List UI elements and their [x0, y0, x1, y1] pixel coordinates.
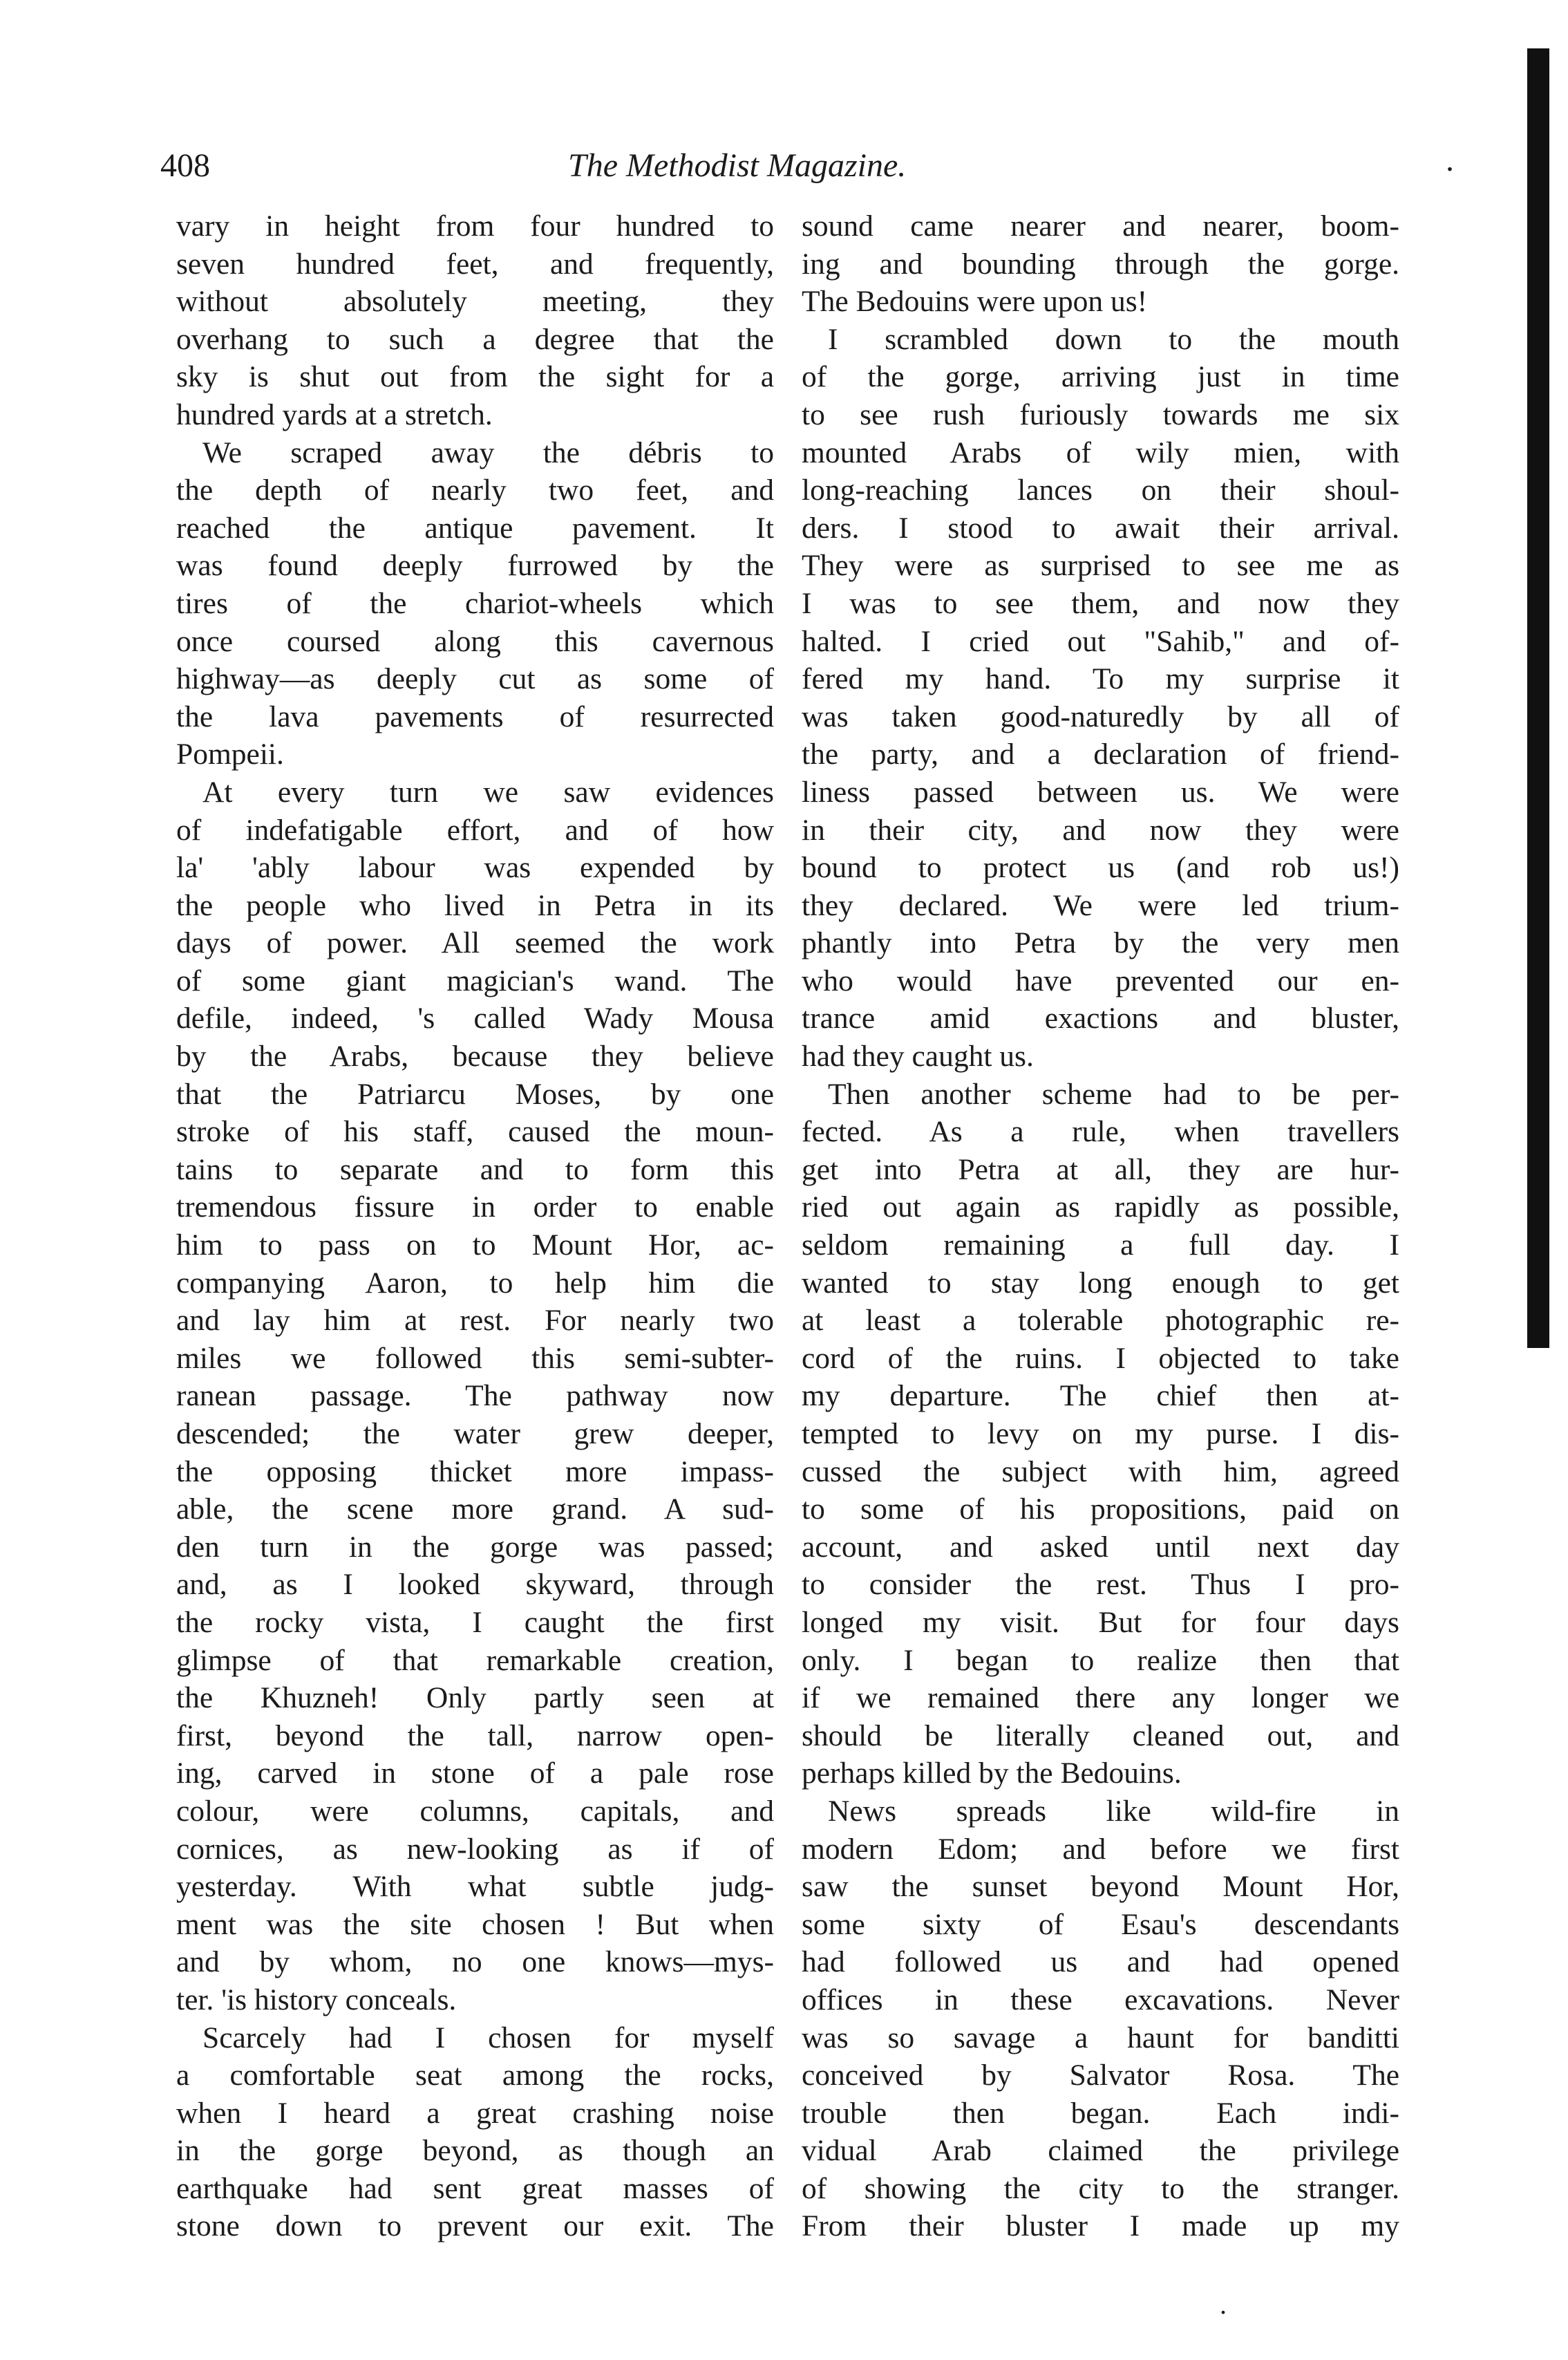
text-line: bound to protect us (and rob us!)	[802, 851, 1399, 885]
text-line: was found deeply furrowed by the	[176, 549, 774, 583]
text-line: companying Aaron, to help him die	[176, 1266, 774, 1300]
text-line: la' 'ably labour was expended by	[176, 851, 774, 885]
text-line: to see rush furiously towards me six	[802, 397, 1399, 431]
text-line: without absolutely meeting, they	[176, 285, 774, 319]
text-line: only. I began to realize then that	[802, 1643, 1399, 1677]
text-line: was so savage a haunt for banditti	[802, 2021, 1399, 2054]
text-line: sound came nearer and nearer, boom-	[802, 209, 1399, 243]
text-line: glimpse of that remarkable creation,	[176, 1643, 774, 1677]
text-line: had they caught us.	[802, 1040, 1034, 1074]
text-line: halted. I cried out "Sahib," and of-	[802, 624, 1399, 658]
text-line: should be literally cleaned out, and	[802, 1719, 1399, 1752]
text-line: vidual Arab claimed the privilege	[802, 2134, 1399, 2168]
text-line: Scarcely had I chosen for myself	[202, 2021, 774, 2054]
text-line: first, beyond the tall, narrow open-	[176, 1719, 774, 1752]
text-line: ing, carved in stone of a pale rose	[176, 1757, 774, 1790]
text-line: highway—as deeply cut as some of	[176, 662, 774, 696]
text-line: tires of the chariot-wheels which	[176, 586, 774, 620]
scan-edge-bar	[1527, 48, 1549, 1348]
text-line: modern Edom; and before we first	[802, 1832, 1399, 1866]
journal-title: The Methodist Magazine.	[568, 147, 907, 184]
text-line: the people who lived in Petra in its	[176, 888, 774, 922]
text-line: and, as I looked skyward, through	[176, 1568, 774, 1602]
text-line: hundred yards at a stretch.	[176, 397, 493, 431]
text-line: tempted to levy on my purse. I dis-	[802, 1417, 1399, 1450]
text-line: wanted to stay long enough to get	[802, 1266, 1399, 1300]
text-line: stroke of his staff, caused the moun-	[176, 1115, 774, 1149]
text-line: seldom remaining a full day. I	[802, 1228, 1399, 1262]
text-line: Then another scheme had to be per-	[828, 1077, 1399, 1111]
text-line: liness passed between us. We were	[802, 775, 1399, 809]
text-line: earthquake had sent great masses of	[176, 2171, 774, 2205]
text-line: the Khuzneh! Only partly seen at	[176, 1681, 774, 1715]
text-line: From their bluster I made up my	[802, 2209, 1399, 2243]
text-line: days of power. All seemed the work	[176, 926, 774, 960]
text-line: conceived by Salvator Rosa. The	[802, 2059, 1399, 2092]
text-line: tains to separate and to form this	[176, 1152, 774, 1186]
text-line: saw the sunset beyond Mount Hor,	[802, 1870, 1399, 1904]
text-line: able, the scene more grand. A sud-	[176, 1492, 774, 1526]
text-line: perhaps killed by the Bedouins.	[802, 1757, 1182, 1790]
text-line: fected. As a rule, when travellers	[802, 1115, 1399, 1149]
text-line: cord of the ruins. I objected to take	[802, 1341, 1399, 1375]
text-line: my departure. The chief then at-	[802, 1379, 1399, 1413]
text-line: who would have prevented our en-	[802, 964, 1399, 998]
text-line: some sixty of Esau's descendants	[802, 1907, 1399, 1941]
text-line: Pompeii.	[176, 738, 284, 771]
bottom-stray-mark: .	[1220, 2289, 1227, 2320]
text-line: once coursed along this cavernous	[176, 624, 774, 658]
text-line: We scraped away the débris to	[202, 436, 774, 469]
text-line: at least a tolerable photographic re-	[802, 1304, 1399, 1338]
text-line: tremendous fissure in order to enable	[176, 1190, 774, 1224]
text-line: in their city, and now they were	[802, 813, 1399, 847]
text-line: account, and asked until next day	[802, 1530, 1399, 1564]
text-line: cussed the subject with him, agreed	[802, 1454, 1399, 1488]
text-line: was taken good-naturedly by all of	[802, 700, 1399, 733]
text-line: seven hundred feet, and frequently,	[176, 247, 774, 281]
text-line: the party, and a declaration of friend-	[802, 738, 1399, 771]
stray-mark: .	[1446, 142, 1454, 178]
left-column	[176, 207, 774, 2245]
text-line: I scrambled down to the mouth	[828, 322, 1399, 356]
text-line: ment was the site chosen ! But when	[176, 1907, 774, 1941]
text-line: den turn in the gorge was passed;	[176, 1530, 774, 1564]
text-line: trouble then began. Each indi-	[802, 2096, 1399, 2130]
text-line: sky is shut out from the sight for a	[176, 360, 774, 394]
text-line: the rocky vista, I caught the first	[176, 1605, 774, 1639]
text-line: ranean passage. The pathway now	[176, 1379, 774, 1413]
text-line: reached the antique pavement. It	[176, 511, 774, 545]
text-line: they declared. We were led trium-	[802, 888, 1399, 922]
text-line: ders. I stood to await their arrival.	[802, 511, 1399, 545]
text-line: They were as surprised to see me as	[802, 549, 1399, 583]
text-line: of showing the city to the stranger.	[802, 2171, 1399, 2205]
text-line: fered my hand. To my surprise it	[802, 662, 1399, 696]
text-line: The Bedouins were upon us!	[802, 285, 1148, 319]
text-line: if we remained there any longer we	[802, 1681, 1399, 1715]
text-line: the depth of nearly two feet, and	[176, 474, 774, 507]
text-line: News spreads like wild-fire in	[828, 1794, 1399, 1828]
text-line: I was to see them, and now they	[802, 586, 1399, 620]
text-line: had followed us and had opened	[802, 1945, 1399, 1979]
text-line: by the Arabs, because they believe	[176, 1040, 774, 1074]
text-line: to some of his propositions, paid on	[802, 1492, 1399, 1526]
text-line: At every turn we saw evidences	[202, 775, 774, 809]
text-line: of the gorge, arriving just in time	[802, 360, 1399, 394]
text-line: yesterday. With what subtle judg-	[176, 1870, 774, 1904]
text-line: offices in these excavations. Never	[802, 1983, 1399, 2016]
text-line: ried out again as rapidly as possible,	[802, 1190, 1399, 1224]
text-line: the opposing thicket more impass-	[176, 1454, 774, 1488]
text-line: of indefatigable effort, and of how	[176, 813, 774, 847]
running-head	[160, 138, 1454, 194]
text-line: him to pass on to Mount Hor, ac-	[176, 1228, 774, 1262]
text-line: of some giant magician's wand. The	[176, 964, 774, 998]
text-line: long-reaching lances on their shoul-	[802, 474, 1399, 507]
text-line: and lay him at rest. For nearly two	[176, 1304, 774, 1338]
text-line: mounted Arabs of wily mien, with	[802, 436, 1399, 469]
text-line: and by whom, no one knows—mys-	[176, 1945, 774, 1979]
text-line: when I heard a great crashing noise	[176, 2096, 774, 2130]
text-line: trance amid exactions and bluster,	[802, 1002, 1399, 1036]
text-line: that the Patriarcu Moses, by one	[176, 1077, 774, 1111]
text-line: longed my visit. But for four days	[802, 1605, 1399, 1639]
text-line: colour, were columns, capitals, and	[176, 1794, 774, 1828]
text-line: cornices, as new-looking as if of	[176, 1832, 774, 1866]
text-line: vary in height from four hundred to	[176, 209, 774, 243]
text-line: defile, indeed, 's called Wady Mousa	[176, 1002, 774, 1036]
text-line: the lava pavements of resurrected	[176, 700, 774, 733]
text-line: a comfortable seat among the rocks,	[176, 2059, 774, 2092]
text-line: phantly into Petra by the very men	[802, 926, 1399, 960]
text-line: in the gorge beyond, as though an	[176, 2134, 774, 2168]
text-line: overhang to such a degree that the	[176, 322, 774, 356]
right-column	[802, 207, 1399, 2245]
text-line: descended; the water grew deeper,	[176, 1417, 774, 1450]
text-line: ing and bounding through the gorge.	[802, 247, 1399, 281]
text-line: miles we followed this semi-subter-	[176, 1341, 774, 1375]
text-line: stone down to prevent our exit. The	[176, 2209, 774, 2243]
text-line: to consider the rest. Thus I pro-	[802, 1568, 1399, 1602]
page-number: 408	[160, 147, 210, 184]
text-line: get into Petra at all, they are hur-	[802, 1152, 1399, 1186]
text-line: ter. 'is history conceals.	[176, 1983, 457, 2016]
